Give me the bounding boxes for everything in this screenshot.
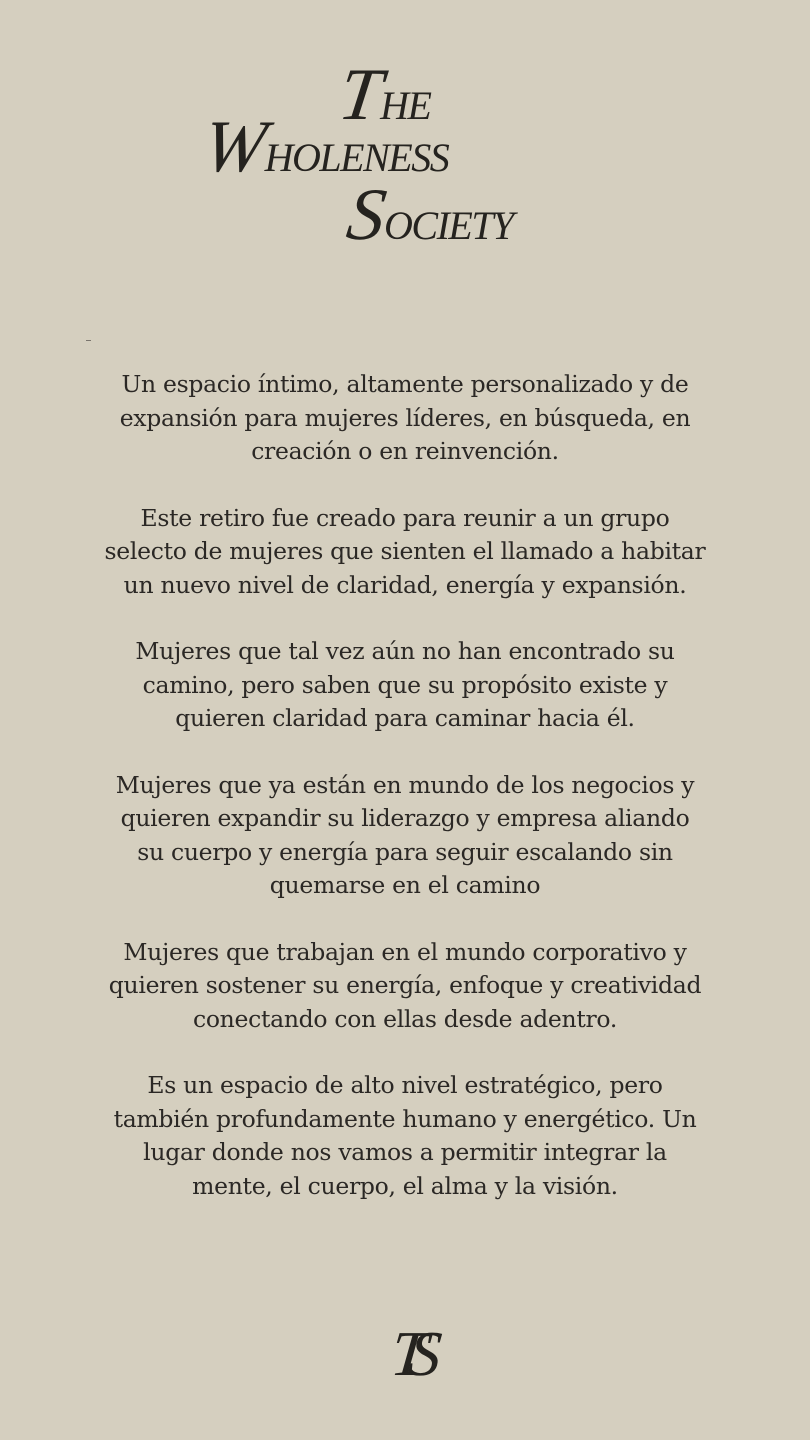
ts-monogram-logo: TS — [387, 1318, 427, 1389]
paragraph-seekers: Mujeres que tal vez aún no han encontrado su camino, pero saben que su propósito existe y quieren claridad para caminar hacia él. — [135, 637, 675, 732]
logo-line-wholeness — [198, 106, 449, 188]
logo-word: HOLENESS — [264, 135, 449, 180]
wholeness-society-logo — [200, 52, 620, 257]
paragraph-intro: Un espacio íntimo, altamente personalizado y de expansión para mujeres líderes, en búsqueda, en creación o en reinvención. — [119, 370, 691, 465]
paragraph-corporate: Mujeres que trabajan en el mundo corporativo y quieren sostener su energía, enfoque y creatividad conectando con ellas desde adentro. — [108, 937, 702, 1033]
logo-initial: T — [334, 54, 386, 136]
paragraph-entrepreneurs: Mujeres que ya están en mundo de los negocios y quieren expandir su liderazgo y empresa aliando su cuerpo y energía para seguir escalando sin quemarse en el camino — [115, 770, 695, 899]
decorative-dot — [86, 340, 91, 341]
paragraph-purpose: Este retiro fue creado para reunir a un grupo selecto de mujeres que sienten el llamado a habitar un nuevo nivel de claridad, energía y expansión. — [104, 503, 706, 599]
logo-line-society — [342, 174, 513, 256]
logo-word: OCIETY — [384, 203, 513, 248]
retreat-description — [90, 368, 720, 1236]
logo-initial: S — [342, 174, 390, 256]
paragraph-closing: Es un espacio de alto nivel estratégico, pero también profundamente humano y energético. Un lugar donde nos vamos a permitir integrar la mente, el cuerpo, el alma y la visión. — [113, 1071, 697, 1200]
logo-word: HE — [380, 83, 431, 128]
logo-initial: W — [198, 106, 271, 188]
